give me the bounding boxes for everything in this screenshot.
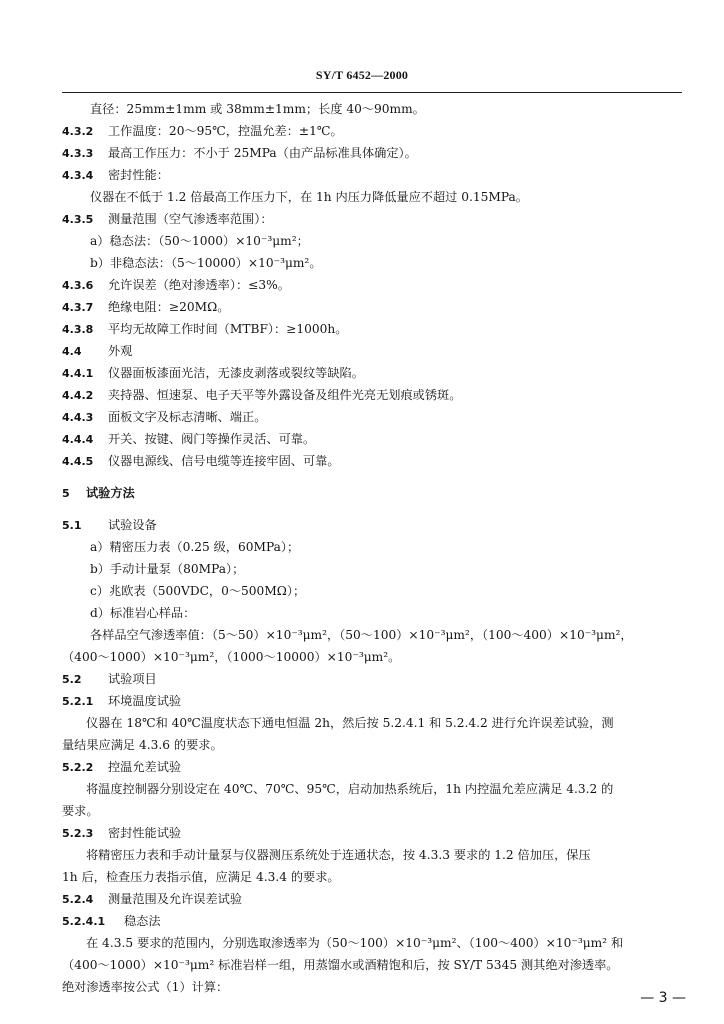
clause-number: 4.4.1 xyxy=(62,367,94,380)
clause-heading: 外观 xyxy=(108,344,133,358)
page-number: — 3 — xyxy=(640,990,686,1006)
clause-text: 平均无故障工作时间（MTBF）：≥1000h。 xyxy=(108,322,348,336)
clause-4-3-6 xyxy=(62,274,682,296)
list-item xyxy=(62,558,682,580)
clause-number: 4.3.6 xyxy=(62,279,94,292)
clause-heading: 试验项目 xyxy=(108,672,157,686)
clause-number: 4.4.3 xyxy=(62,411,94,424)
text-line xyxy=(62,954,682,976)
text-line xyxy=(62,186,682,208)
clause-number: 4.3.2 xyxy=(62,125,94,138)
clause-number: 5.1 xyxy=(62,519,82,532)
clause-number: 4.3.3 xyxy=(62,147,94,160)
clause-heading: 试验设备 xyxy=(108,518,157,532)
clause-5-2-1 xyxy=(62,690,682,712)
clause-number: 4.4.4 xyxy=(62,433,94,446)
clause-number: 5.2 xyxy=(62,673,82,686)
line-text: 绝对渗透率按公式（1）计算： xyxy=(62,980,229,994)
clause-number: 5.2.3 xyxy=(62,827,94,840)
line-text: c）兆欧表（500VDC，0～500MΩ）； xyxy=(90,584,306,598)
clause-text: 密封性能： xyxy=(108,168,169,182)
clause-5-2-3 xyxy=(62,822,682,844)
clause-number: 4.4 xyxy=(62,345,82,358)
spacer xyxy=(62,472,682,482)
text-line xyxy=(62,624,682,646)
spacer xyxy=(62,504,682,514)
clause-number: 4.4.2 xyxy=(62,389,94,402)
text-line xyxy=(62,844,682,866)
clause-number: 4.3.5 xyxy=(62,213,94,226)
clause-4-4-2 xyxy=(62,384,682,406)
clause-4-4-5 xyxy=(62,450,682,472)
text-line xyxy=(62,734,682,756)
section-title: 试验方法 xyxy=(86,486,135,500)
standard-code-header: SY/T 6452—2000 xyxy=(315,68,409,82)
line-text: 在 4.3.5 要求的范围内，分别选取渗透率为（50～100）×10⁻³μm²、（100～400）×10⁻³μm² 和 xyxy=(86,936,624,950)
clause-number: 4.4.5 xyxy=(62,455,94,468)
text-line xyxy=(62,646,682,668)
list-item xyxy=(62,230,682,252)
clause-text: 工作温度：20～95℃，控温允差：±1℃。 xyxy=(108,124,343,138)
clause-5-2-2 xyxy=(62,756,682,778)
line-text: 直径：25mm±1mm 或 38mm±1mm；长度 40～90mm。 xyxy=(90,102,425,116)
line-text: （400～1000）×10⁻³μm² 标准岩样一组，用蒸馏水或酒精饱和后，按 SY/T 5345 测其绝对渗透率。 xyxy=(62,958,619,972)
text-line xyxy=(62,800,682,822)
clause-4-3-2 xyxy=(62,120,682,142)
document-body xyxy=(62,98,682,998)
clause-text: 最高工作压力：不小于 25MPa（由产品标准具体确定）。 xyxy=(108,146,417,160)
clause-number: 5.2.1 xyxy=(62,695,94,708)
clause-4-3-8 xyxy=(62,318,682,340)
line-text: a）精密压力表（0.25 级，60MPa）； xyxy=(90,540,300,554)
clause-4-3-5 xyxy=(62,208,682,230)
line-text: 仪器在不低于 1.2 倍最高工作压力下，在 1h 内压力降低量应不超过 0.15MPa。 xyxy=(90,190,528,204)
list-item xyxy=(62,536,682,558)
clause-number: 5.2.4.1 xyxy=(62,915,106,928)
clause-text: 测量范围（空气渗透率范围）： xyxy=(108,212,273,226)
line-text: 将精密压力表和手动计量泵与仪器测压系统处于连通状态，按 4.3.3 要求的 1.2 倍加压，保压 xyxy=(86,848,591,862)
line-text: a）稳态法：（50～1000）×10⁻³μm²； xyxy=(90,234,309,248)
line-text: b）手动计量泵（80MPa）； xyxy=(90,562,245,576)
clause-4-4-4 xyxy=(62,428,682,450)
clause-number: 4.3.4 xyxy=(62,169,94,182)
clause-text: 绝缘电阻：≥20MΩ。 xyxy=(108,300,230,314)
clause-4-4 xyxy=(62,340,682,362)
clause-number: 5.2.4 xyxy=(62,893,94,906)
text-line xyxy=(62,98,682,120)
section-5-heading xyxy=(62,482,682,504)
clause-number: 5.2.2 xyxy=(62,761,94,774)
text-line xyxy=(62,712,682,734)
clause-number: 4.3.7 xyxy=(62,301,94,314)
clause-text: 允许误差（绝对渗透率）：≤3%。 xyxy=(108,278,290,292)
clause-4-3-7 xyxy=(62,296,682,318)
clause-5-2-4-1 xyxy=(62,910,682,932)
clause-text: 开关、按键、阀门等操作灵活、可靠。 xyxy=(108,432,316,446)
clause-text: 夹持器、恒速泵、电子天平等外露设备及组件光亮无划痕或锈斑。 xyxy=(108,388,462,402)
clause-4-4-1 xyxy=(62,362,682,384)
clause-heading: 稳态法 xyxy=(124,914,161,928)
clause-number: 4.3.8 xyxy=(62,323,94,336)
clause-text: 仪器面板漆面光洁，无漆皮剥落或裂纹等缺陷。 xyxy=(108,366,364,380)
clause-4-3-4 xyxy=(62,164,682,186)
text-line xyxy=(62,932,682,954)
list-item xyxy=(62,252,682,274)
text-line xyxy=(62,976,682,998)
clause-text: 仪器电源线、信号电缆等连接牢固、可靠。 xyxy=(108,454,340,468)
list-item xyxy=(62,602,682,624)
clause-text: 面板文字及标志清晰、端正。 xyxy=(108,410,267,424)
header-rule xyxy=(62,92,682,93)
clause-4-3-3 xyxy=(62,142,682,164)
clause-heading: 密封性能试验 xyxy=(108,826,182,840)
clause-heading: 环境温度试验 xyxy=(108,694,182,708)
clause-4-4-3 xyxy=(62,406,682,428)
line-text: 将温度控制器分别设定在 40℃、70℃、95℃，启动加热系统后，1h 内控温允差应满足 4.3.2 的 xyxy=(86,782,614,796)
clause-5-1 xyxy=(62,514,682,536)
line-text: 量结果应满足 4.3.6 的要求。 xyxy=(62,738,223,752)
clause-heading: 控温允差试验 xyxy=(108,760,182,774)
clause-heading: 测量范围及允许误差试验 xyxy=(108,892,243,906)
line-text: 1h 后，检查压力表指示值，应满足 4.3.4 的要求。 xyxy=(62,870,340,884)
line-text: 各样品空气渗透率值：（5～50）×10⁻³μm²，（50～100）×10⁻³μm²，（100～400）×10⁻³μm²， xyxy=(90,628,633,642)
line-text: 仪器在 18℃和 40℃温度状态下通电恒温 2h，然后按 5.2.4.1 和 5.2.4.2 进行允许误差试验，测 xyxy=(86,716,614,730)
line-text: d）标准岩心样品： xyxy=(90,606,196,620)
line-text: （400～1000）×10⁻³μm²，（1000～10000）×10⁻³μm²。 xyxy=(62,650,401,664)
line-text: b）非稳态法：（5～10000）×10⁻³μm²。 xyxy=(90,256,322,270)
text-line xyxy=(62,778,682,800)
list-item xyxy=(62,580,682,602)
clause-5-2 xyxy=(62,668,682,690)
line-text: 要求。 xyxy=(62,804,99,818)
section-number: 5 xyxy=(62,487,70,500)
text-line xyxy=(62,866,682,888)
clause-5-2-4 xyxy=(62,888,682,910)
